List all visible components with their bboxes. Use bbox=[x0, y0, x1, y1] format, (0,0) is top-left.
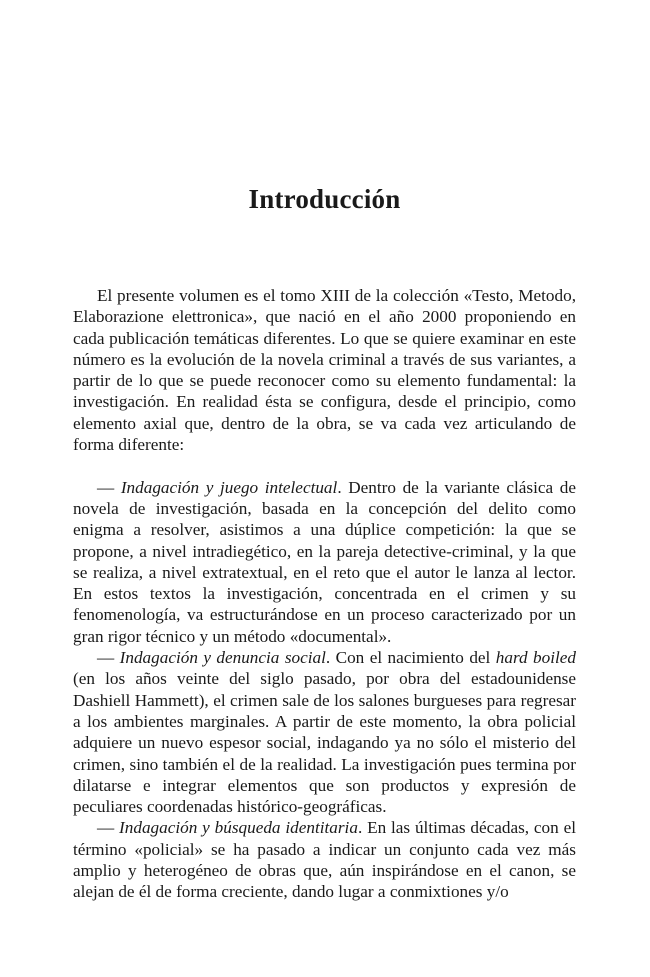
intro-paragraph: El presente volumen es el tomo XIII de la colección «Testo, Metodo, Elaborazione elettronica», que nació en el año 2000 proponiendo en cada publicación temáticas diferentes. Lo que se quiere examinar en este número es la evolución de la novela criminal a través de sus variantes, a partir de lo que se puede reconocer como su elemento fundamental: la investigación. En realidad ésta se configura, desde el principio, como elemento axial que, dentro de la obra, se va cada vez articulando de forma diferente: bbox=[73, 286, 576, 455]
item-text: . Con el nacimiento del bbox=[325, 648, 496, 668]
item-heading: Indagación y denuncia social bbox=[119, 648, 326, 668]
book-page bbox=[73, 0, 576, 977]
item-dash: — bbox=[97, 648, 120, 668]
item-dash: — bbox=[97, 818, 120, 838]
item-term: hard boiled bbox=[495, 648, 576, 668]
item-paragraph-1 bbox=[73, 477, 576, 647]
item-paragraph-3 bbox=[73, 817, 576, 902]
chapter-title: Introducción bbox=[248, 184, 401, 214]
item-text: . En las últimas décadas, con el término «policial» se ha pasado a indicar un conjunto cada vez más amplio y heterogéneo de obras que, aún inspirándose en el canon, se alejan de él de forma creciente, dando lugar a conmixtiones y/o bbox=[73, 818, 576, 902]
item-dash: — bbox=[97, 477, 121, 497]
item-heading: Indagación y búsqueda identitaria bbox=[119, 818, 358, 838]
item-text-continued: (en los años veinte del siglo pasado, por obra del estadounidense Dashiell Hammett), el crimen sale de los salones burgueses para regresar a los ambientes marginales. A partir de este momento, la obra policial adquiere un nuevo espesor social, indagando ya no sólo el misterio del crimen, sino también el de la realidad. La investigación pues termina por dilatarse e integrar elementos que son productos y expresión de peculiares coordenadas histórico-geográficas. bbox=[73, 669, 576, 817]
item-paragraph-2 bbox=[73, 647, 576, 817]
item-heading: Indagación y juego intelectual bbox=[120, 477, 338, 497]
item-text: . Dentro de la variante clásica de novela de investigación, basada en la concepción del delito como enigma a resolver, asistimos a una dúplice competición: la que se propone, a nivel intradiegético, en la pareja detective-criminal, y la que se realiza, a nivel extratextual, en el reto que el autor le lanza al lector. En estos textos la investigación, concentrada en el crimen y su fenomenología, va estructurándose en un proceso caracterizado por un gran rigor técnico y un método «documental». bbox=[73, 477, 576, 646]
body-text bbox=[73, 285, 576, 903]
